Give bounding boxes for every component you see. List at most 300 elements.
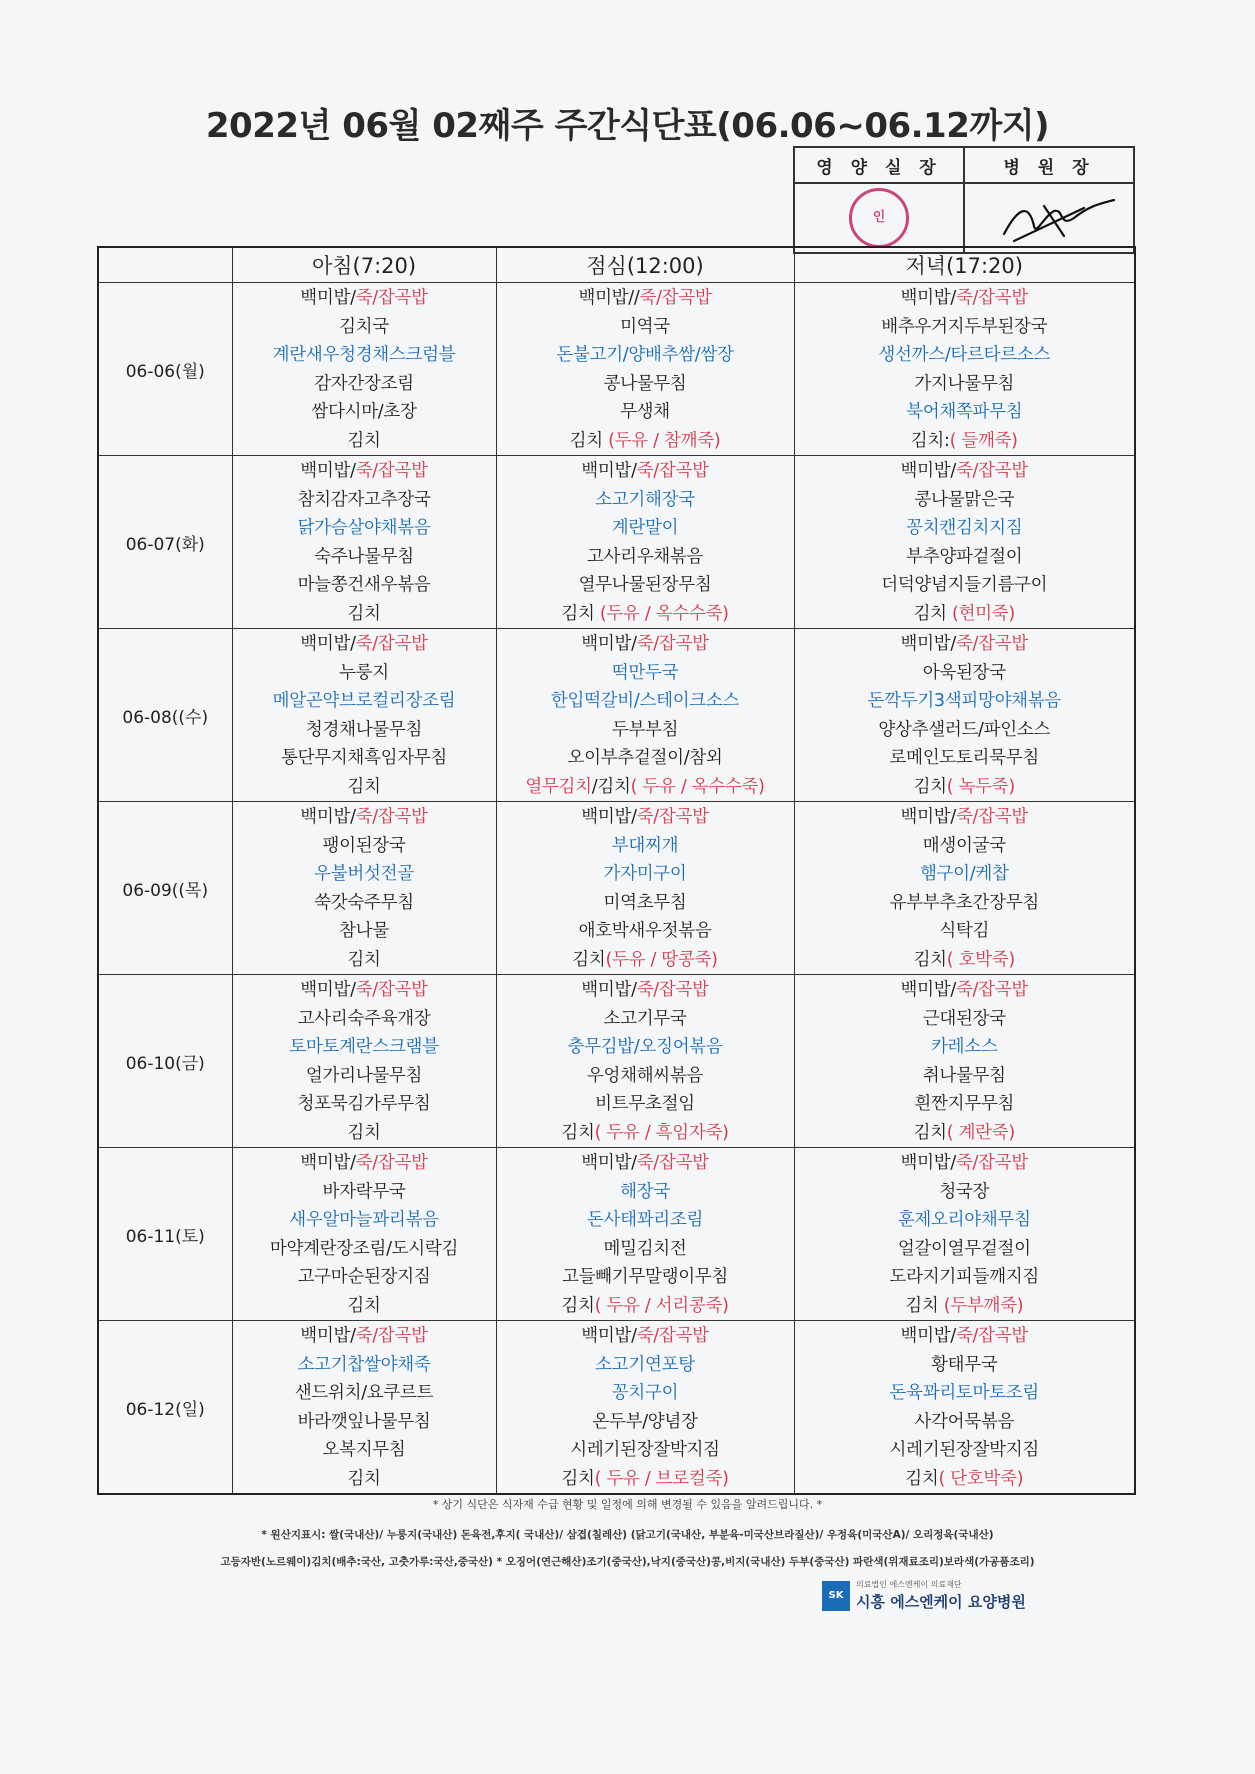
menu-item-text: 시레기된장잘박지짐 bbox=[570, 1440, 720, 1460]
menu-item bbox=[497, 1119, 794, 1148]
menu-item-text: 돈불고기/양배추쌈/쌈장 bbox=[556, 345, 734, 365]
dinner-cell bbox=[794, 802, 1135, 975]
menu-item bbox=[233, 832, 496, 861]
menu-item bbox=[497, 486, 794, 515]
menu-item-text: 김치 bbox=[561, 1122, 595, 1143]
menu-item bbox=[497, 860, 794, 889]
day-label: 06-07(화) bbox=[98, 456, 232, 629]
signature-mark bbox=[974, 186, 1124, 246]
menu-item bbox=[497, 1033, 794, 1062]
menu-item-text: 백미밥/ bbox=[900, 807, 956, 827]
menu-item-text: ( 단호박죽) bbox=[938, 1468, 1024, 1489]
menu-item bbox=[497, 1465, 794, 1494]
menu-item bbox=[497, 1292, 794, 1321]
menu-item-text: 흰짠지무무침 bbox=[914, 1094, 1015, 1114]
menu-item bbox=[497, 946, 794, 975]
menu-item-text: (두유 / 옥수수죽) bbox=[599, 603, 729, 624]
menu-item bbox=[497, 1206, 794, 1235]
menu-item bbox=[497, 744, 794, 773]
origin-note-line1: * 원산지표시: 쌀(국내산)/ 누룽지(국내산) 돈육전,후지( 국내산)/ 삼겹(칠레산) (닭고기(국내산, 부분육-미국산브라질산)/ 우정육(미국산A)/ 오리정육(국내산) bbox=[261, 1529, 994, 1541]
menu-item-text: /김치 bbox=[591, 776, 631, 797]
menu-item-text: ( 두유 / 흑임자죽) bbox=[594, 1122, 729, 1143]
menu-item-text: 죽/잡곡밥 bbox=[636, 1153, 709, 1173]
menu-item bbox=[497, 341, 794, 370]
breakfast-cell bbox=[232, 1321, 496, 1495]
menu-item bbox=[795, 457, 1135, 486]
dinner-cell bbox=[794, 975, 1135, 1148]
menu-item-text: 부대찌개 bbox=[611, 835, 679, 856]
menu-item-text: 백미밥/ bbox=[581, 1153, 637, 1173]
menu-item-text: 김치 bbox=[572, 949, 606, 970]
menu-item-text: 가자미구이 bbox=[603, 864, 687, 884]
menu-item bbox=[795, 1149, 1135, 1178]
menu-item-text: 온두부/양념장 bbox=[592, 1411, 698, 1432]
dinner-cell bbox=[794, 629, 1135, 802]
menu-item-text: (두부깨죽) bbox=[943, 1295, 1024, 1316]
menu-item-text: 콩나물맑은국 bbox=[914, 489, 1015, 510]
breakfast-cell bbox=[232, 1148, 496, 1321]
menu-item bbox=[233, 370, 496, 399]
menu-item-text: 참치감자고추장국 bbox=[297, 489, 431, 510]
menu-item bbox=[795, 630, 1135, 659]
menu-item bbox=[795, 543, 1135, 572]
menu-item-text: 쑥갓숙주무침 bbox=[314, 892, 414, 913]
menu-item-text: (두유 / 땅콩죽) bbox=[605, 949, 718, 970]
menu-item bbox=[497, 284, 794, 313]
menu-item-text: 백미밥/ bbox=[300, 807, 356, 827]
menu-item bbox=[795, 341, 1135, 370]
menu-item-text: 백미밥/ bbox=[581, 634, 637, 654]
menu-item bbox=[497, 600, 794, 629]
menu-item bbox=[233, 341, 496, 370]
menu-item-text: 청포묵김가루무침 bbox=[297, 1094, 431, 1114]
menu-item-text: 김치 bbox=[561, 1295, 595, 1316]
day-row bbox=[98, 629, 1135, 802]
menu-item bbox=[795, 803, 1135, 832]
header-blank bbox=[98, 247, 232, 283]
menu-item-text: 소고기연포탕 bbox=[595, 1354, 695, 1375]
menu-item bbox=[233, 687, 496, 716]
menu-item-text: ( 호박죽) bbox=[946, 949, 1015, 970]
menu-item bbox=[795, 398, 1135, 427]
day-label: 06-06(월) bbox=[98, 283, 232, 456]
menu-item-text: 돈사태꽈리조림 bbox=[586, 1210, 704, 1230]
menu-item-text: 김치 bbox=[347, 1468, 381, 1489]
menu-item-text: 메밀김치전 bbox=[603, 1238, 687, 1259]
menu-item bbox=[497, 832, 794, 861]
menu-item bbox=[233, 1351, 496, 1380]
menu-item bbox=[795, 946, 1135, 975]
menu-item-text: 꽁치캔김치지짐 bbox=[906, 518, 1023, 538]
menu-item bbox=[233, 803, 496, 832]
menu-body bbox=[98, 283, 1135, 1495]
menu-item-text: ( 두유 / 브로컬죽) bbox=[594, 1468, 729, 1489]
menu-item-text: (현미죽) bbox=[952, 603, 1015, 624]
menu-item-text: 팽이된장국 bbox=[322, 835, 406, 856]
menu-item-text: 더덕양념지들기름구이 bbox=[881, 575, 1048, 595]
menu-item bbox=[795, 1351, 1135, 1380]
breakfast-cell bbox=[232, 283, 496, 456]
menu-item bbox=[233, 976, 496, 1005]
menu-item bbox=[497, 687, 794, 716]
menu-item-text: 참나물 bbox=[339, 921, 389, 941]
menu-item bbox=[497, 398, 794, 427]
menu-item-text: 백미밥/ bbox=[300, 288, 356, 308]
menu-item-text: 로메인도토리묵무침 bbox=[889, 748, 1039, 768]
approval-box bbox=[793, 146, 1135, 254]
change-notice: * 상기 식단은 식자재 수급 현황 및 일정에 의해 변경될 수 있음을 알려드립니다. * bbox=[432, 1498, 823, 1511]
menu-item-text: 계란새우청경채스크럼블 bbox=[272, 345, 456, 365]
menu-item bbox=[497, 571, 794, 600]
menu-item-text: 김치 bbox=[347, 949, 381, 970]
menu-item-text: 백미밥/ bbox=[300, 1326, 356, 1346]
menu-item bbox=[233, 427, 496, 456]
menu-item bbox=[233, 284, 496, 313]
menu-item-text: 죽/잡곡밥 bbox=[955, 980, 1028, 1000]
menu-item-text: 고들빼기무말랭이무침 bbox=[561, 1267, 729, 1287]
dinner-cell bbox=[794, 283, 1135, 456]
menu-item-text: 죽/잡곡밥 bbox=[355, 288, 428, 308]
menu-item-text: 김치 bbox=[913, 776, 947, 797]
menu-item bbox=[233, 1033, 496, 1062]
menu-item bbox=[497, 514, 794, 543]
menu-item-text: 숙주나물무침 bbox=[314, 546, 414, 567]
menu-item bbox=[233, 1263, 496, 1292]
menu-item bbox=[233, 889, 496, 918]
menu-item-text: 열무나물된장무침 bbox=[578, 575, 712, 595]
menu-item-text: 쌈다시마/초장 bbox=[311, 402, 417, 422]
menu-item bbox=[233, 543, 496, 572]
menu-item bbox=[795, 1379, 1135, 1408]
menu-item bbox=[795, 1005, 1135, 1034]
menu-item-text: 백미밥/ bbox=[300, 461, 356, 481]
menu-item-text: 바라깻잎나물무침 bbox=[297, 1411, 431, 1432]
menu-item-text: 아욱된장국 bbox=[922, 662, 1006, 683]
menu-item-text: ( 두유 / 옥수수죽) bbox=[630, 776, 765, 797]
menu-item-text: 백미밥/ bbox=[900, 1326, 956, 1346]
menu-item bbox=[795, 860, 1135, 889]
menu-item bbox=[795, 1206, 1135, 1235]
menu-item-text: 식탁김 bbox=[939, 921, 990, 941]
menu-item-text: 두부부침 bbox=[611, 719, 679, 740]
lunch-cell bbox=[496, 456, 794, 629]
menu-item-text: 소고기해장국 bbox=[595, 489, 695, 510]
menu-item-text: 닭가슴살야채볶음 bbox=[297, 518, 431, 538]
menu-item bbox=[233, 946, 496, 975]
menu-item bbox=[497, 659, 794, 688]
menu-item bbox=[795, 370, 1135, 399]
menu-item-text: 김치 bbox=[347, 430, 381, 451]
menu-item bbox=[795, 1292, 1135, 1321]
menu-item bbox=[795, 773, 1135, 802]
menu-item bbox=[233, 659, 496, 688]
menu-item bbox=[795, 427, 1135, 456]
menu-item-text: 유부부추초간장무침 bbox=[889, 892, 1039, 913]
menu-item-text: 김치 bbox=[561, 603, 600, 624]
menu-item-text: 샌드위치/요쿠르트 bbox=[294, 1383, 434, 1403]
lunch-cell bbox=[496, 802, 794, 975]
menu-item-text: 죽/잡곡밥 bbox=[355, 634, 428, 654]
menu-item-text: 죽/잡곡밥 bbox=[955, 1153, 1028, 1173]
menu-item-text: 무생채 bbox=[620, 402, 670, 422]
menu-item bbox=[233, 1149, 496, 1178]
menu-item-text: 통단무지채흑임자무침 bbox=[280, 748, 448, 768]
menu-item-text: 백미밥/ bbox=[900, 634, 956, 654]
menu-item-text: 양상추샐러드/파인소스 bbox=[878, 719, 1051, 740]
menu-item bbox=[497, 1436, 794, 1465]
menu-item bbox=[497, 543, 794, 572]
menu-item bbox=[497, 716, 794, 745]
menu-item-text: 우불버섯전골 bbox=[314, 864, 414, 884]
menu-item-text: 고구마순된장지짐 bbox=[297, 1267, 431, 1287]
approval-stamp-cell bbox=[794, 183, 964, 253]
menu-item-text: 사각어묵볶음 bbox=[914, 1411, 1015, 1432]
origin-note-line2: 고등자반(노르웨이)김치(배추:국산, 고춧가루:국산,중국산) * 오징어(연근해산)조기(중국산),낙지(중국산)콩,비지(국내산) 두부(중국산) 파란색(위재료조리)보라색(가공품조리) bbox=[220, 1556, 1035, 1568]
menu-item bbox=[497, 1005, 794, 1034]
menu-item bbox=[795, 1033, 1135, 1062]
menu-item bbox=[795, 486, 1135, 515]
menu-item-text: 김치 bbox=[913, 603, 953, 624]
menu-item bbox=[497, 1235, 794, 1264]
lunch-cell bbox=[496, 283, 794, 456]
menu-item bbox=[233, 1206, 496, 1235]
logo-hospital-name: 시흥 에스엔케이 요양병원 bbox=[856, 1593, 1026, 1611]
seal-stamp: 인 bbox=[849, 188, 909, 248]
menu-item-text: 백미밥/ bbox=[581, 1326, 637, 1346]
menu-item-text: ( 들깨죽) bbox=[949, 430, 1018, 451]
menu-item bbox=[795, 832, 1135, 861]
weekly-menu-table bbox=[97, 246, 1136, 1495]
day-label: 06-12(일) bbox=[98, 1321, 232, 1495]
menu-item bbox=[233, 1465, 496, 1494]
menu-item bbox=[795, 1436, 1135, 1465]
menu-item bbox=[233, 1379, 496, 1408]
menu-item-text: 백미밥/ bbox=[581, 980, 637, 1000]
lunch-cell bbox=[496, 629, 794, 802]
menu-item-text: 마늘쫑건새우볶음 bbox=[297, 575, 431, 595]
menu-item bbox=[233, 313, 496, 342]
menu-item bbox=[233, 1436, 496, 1465]
menu-item-text: 죽/잡곡밥 bbox=[955, 288, 1028, 308]
menu-item bbox=[233, 744, 496, 773]
menu-item-text: 해장국 bbox=[620, 1181, 670, 1202]
menu-item bbox=[497, 1090, 794, 1119]
menu-item-text: 감자간장조림 bbox=[314, 373, 414, 394]
breakfast-cell bbox=[232, 629, 496, 802]
menu-item-text: 김치 bbox=[913, 949, 947, 970]
menu-item-text: 김치 bbox=[905, 1295, 944, 1316]
menu-item-text: 꽁치구이 bbox=[611, 1383, 679, 1403]
menu-item-text: (두유 / 참깨죽) bbox=[608, 430, 721, 451]
menu-item bbox=[795, 1062, 1135, 1091]
menu-item bbox=[233, 773, 496, 802]
menu-item-text: 생선까스/타르타르소스 bbox=[878, 345, 1051, 365]
menu-item bbox=[233, 1322, 496, 1351]
menu-item bbox=[795, 1322, 1135, 1351]
menu-item bbox=[497, 1263, 794, 1292]
menu-item-text: 죽/잡곡밥 bbox=[355, 980, 428, 1000]
menu-item-text: 가지나물무침 bbox=[914, 373, 1015, 394]
menu-item-text: 죽/잡곡밥 bbox=[955, 807, 1028, 827]
menu-item-text: 오이부추겉절이/참외 bbox=[567, 748, 723, 768]
menu-item-text: 백미밥/ bbox=[581, 807, 637, 827]
menu-item-text: 황태무국 bbox=[931, 1354, 998, 1375]
menu-item bbox=[795, 716, 1135, 745]
menu-item bbox=[233, 917, 496, 946]
menu-item-text: 김치 bbox=[913, 1122, 947, 1143]
menu-item bbox=[233, 571, 496, 600]
menu-item-text: 죽/잡곡밥 bbox=[636, 980, 709, 1000]
menu-item bbox=[795, 514, 1135, 543]
menu-item bbox=[233, 1005, 496, 1034]
menu-item bbox=[497, 976, 794, 1005]
menu-item bbox=[497, 773, 794, 802]
menu-item bbox=[233, 1090, 496, 1119]
dinner-cell bbox=[794, 1148, 1135, 1321]
menu-item-text: 죽/잡곡밥 bbox=[355, 461, 428, 481]
menu-item bbox=[795, 744, 1135, 773]
menu-item bbox=[795, 1408, 1135, 1437]
header-lunch: 점심(12:00) bbox=[496, 247, 794, 283]
day-row bbox=[98, 283, 1135, 456]
menu-item bbox=[233, 486, 496, 515]
menu-item bbox=[795, 917, 1135, 946]
menu-item-text: 김치 bbox=[347, 1122, 381, 1143]
menu-item bbox=[795, 659, 1135, 688]
menu-item-text: 김치 bbox=[347, 1295, 381, 1316]
logo-mark-icon: SK bbox=[822, 1581, 850, 1611]
day-row bbox=[98, 975, 1135, 1148]
menu-item-text: 죽/잡곡밥 bbox=[955, 461, 1028, 481]
menu-item bbox=[795, 1263, 1135, 1292]
day-row bbox=[98, 1321, 1135, 1495]
menu-item bbox=[795, 600, 1135, 629]
menu-item-text: 한입떡갈비/스테이크소스 bbox=[550, 691, 740, 711]
menu-item bbox=[497, 457, 794, 486]
menu-item bbox=[233, 1062, 496, 1091]
menu-item-text: 백미밥/ bbox=[300, 980, 356, 1000]
dinner-cell bbox=[794, 1321, 1135, 1495]
day-label: 06-10(금) bbox=[98, 975, 232, 1148]
lunch-cell bbox=[496, 1321, 794, 1495]
menu-item-text: ( 녹두죽) bbox=[946, 776, 1015, 797]
menu-item-text: 토마토계란스크램블 bbox=[289, 1037, 439, 1057]
menu-item-text: 김치 bbox=[347, 603, 381, 624]
header-breakfast: 아침(7:20) bbox=[232, 247, 496, 283]
menu-item-text: 죽/잡곡밥 bbox=[636, 461, 709, 481]
menu-item bbox=[233, 1292, 496, 1321]
menu-item-text: 죽/잡곡밥 bbox=[636, 634, 709, 654]
page-title: 2022년 06월 02째주 주간식단표(06.06~06.12까지) bbox=[205, 106, 1050, 146]
menu-item-text: 메알곤약브로컬리장조림 bbox=[272, 691, 456, 711]
menu-item-text: 훈제오리야채무침 bbox=[897, 1210, 1031, 1230]
header-dinner: 저녁(17:20) bbox=[794, 247, 1135, 283]
approval-director-label: 병 원 장 bbox=[964, 147, 1134, 183]
menu-item-text: 미역초무침 bbox=[603, 892, 687, 913]
menu-item bbox=[795, 889, 1135, 918]
menu-item-text: 고사리숙주육개장 bbox=[297, 1008, 431, 1029]
menu-item bbox=[795, 284, 1135, 313]
day-row bbox=[98, 1148, 1135, 1321]
menu-item bbox=[497, 1408, 794, 1437]
menu-item-text: 매생이굴국 bbox=[922, 835, 1006, 856]
menu-item-text: 계란말이 bbox=[611, 518, 679, 538]
menu-item bbox=[233, 860, 496, 889]
menu-item-text: 콩나물무침 bbox=[603, 373, 687, 394]
menu-item bbox=[795, 976, 1135, 1005]
day-row bbox=[98, 456, 1135, 629]
breakfast-cell bbox=[232, 975, 496, 1148]
menu-item-text: 백미밥/ bbox=[300, 1153, 356, 1173]
menu-item bbox=[497, 427, 794, 456]
menu-item-text: 미역국 bbox=[620, 316, 670, 337]
menu-item-text: 백미밥/ bbox=[900, 980, 956, 1000]
breakfast-cell bbox=[232, 456, 496, 629]
menu-item-text: 마약계란장조림/도시락김 bbox=[269, 1238, 459, 1259]
menu-item bbox=[497, 313, 794, 342]
menu-item-text: 백미밥/ bbox=[900, 461, 956, 481]
menu-item-text: 백미밥/ bbox=[300, 634, 356, 654]
menu-item bbox=[497, 1322, 794, 1351]
menu-item-text: 김치 bbox=[347, 776, 381, 797]
menu-item bbox=[795, 1119, 1135, 1148]
menu-item-text: 오복지무침 bbox=[322, 1440, 406, 1460]
day-label: 06-09((목) bbox=[98, 802, 232, 975]
menu-item-text: 햄구이/케찹 bbox=[919, 864, 1009, 884]
menu-item-text: ( 계란죽) bbox=[946, 1122, 1015, 1143]
lunch-cell bbox=[496, 975, 794, 1148]
menu-item-text: 열무김치 bbox=[525, 776, 592, 797]
menu-item-text: 소고기찹쌀야채죽 bbox=[297, 1354, 431, 1375]
menu-item-text: 죽/잡곡밥 bbox=[636, 1326, 709, 1346]
hospital-logo bbox=[822, 1579, 1026, 1615]
menu-item bbox=[795, 1235, 1135, 1264]
approval-nutrition-head-label: 영 양 실 장 bbox=[794, 147, 964, 183]
menu-item-text: 김치: bbox=[910, 430, 950, 451]
menu-item-text: 죽/잡곡밥 bbox=[636, 807, 709, 827]
menu-item-text: 북어채쪽파무침 bbox=[906, 402, 1023, 422]
day-label: 06-08((수) bbox=[98, 629, 232, 802]
menu-item-text: 시레기된장잘박지짐 bbox=[889, 1440, 1039, 1460]
menu-item-text: 새우알마늘꽈리볶음 bbox=[289, 1210, 439, 1230]
menu-item bbox=[233, 1178, 496, 1207]
menu-item-text: 백미밥/ bbox=[900, 1153, 956, 1173]
menu-item-text: 카레소스 bbox=[931, 1037, 998, 1057]
menu-item-text: 죽/잡곡밥 bbox=[955, 1326, 1028, 1346]
menu-item bbox=[497, 803, 794, 832]
menu-item-text: 죽/잡곡밥 bbox=[355, 807, 428, 827]
menu-item bbox=[795, 1465, 1135, 1494]
approval-signature-cell bbox=[964, 183, 1134, 253]
menu-item-text: 김치 bbox=[905, 1468, 939, 1489]
menu-item-text: 죽/잡곡밥 bbox=[955, 634, 1028, 654]
menu-item bbox=[233, 630, 496, 659]
menu-item bbox=[795, 1090, 1135, 1119]
menu-item bbox=[233, 600, 496, 629]
menu-item bbox=[233, 398, 496, 427]
menu-item bbox=[795, 1178, 1135, 1207]
menu-item bbox=[497, 889, 794, 918]
menu-item bbox=[497, 1178, 794, 1207]
menu-item-text: 죽/잡곡밥 bbox=[355, 1153, 428, 1173]
menu-item bbox=[233, 1235, 496, 1264]
menu-item-text: 우엉채해씨볶음 bbox=[586, 1065, 704, 1086]
breakfast-cell bbox=[232, 802, 496, 975]
menu-item bbox=[233, 716, 496, 745]
menu-item-text: 돈깍두기3색피망야채볶음 bbox=[867, 691, 1061, 711]
menu-item-text: 고사리우채볶음 bbox=[586, 546, 704, 567]
menu-item-text: 도라지기피들깨지짐 bbox=[889, 1267, 1039, 1287]
